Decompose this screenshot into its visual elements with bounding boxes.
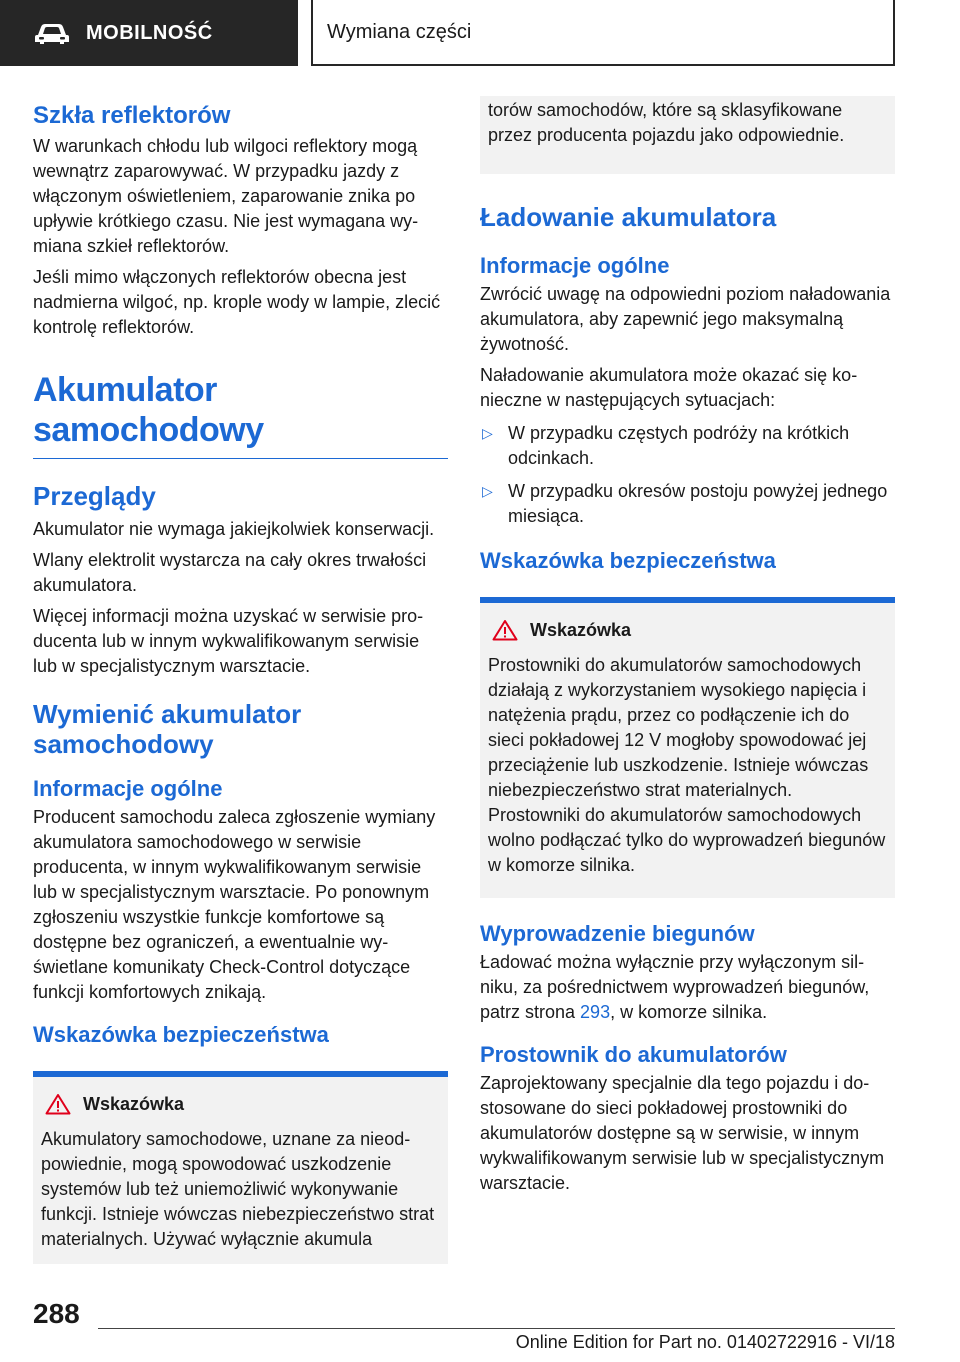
inspections-heading: Przeglądy — [33, 481, 156, 511]
charging-heading: Ładowanie akumulatora — [480, 202, 777, 232]
warning-header — [488, 619, 887, 641]
page-header — [0, 0, 960, 66]
inspections-paragraph-2: Wlany elektrolit wystarcza na cały okres trwałości akumulatora. — [33, 550, 427, 595]
chapter-tab[interactable] — [0, 0, 298, 66]
list-item — [480, 479, 895, 529]
right-column — [480, 100, 895, 1202]
warning-triangle-icon — [45, 1093, 71, 1115]
charging-paragraph-2: Naładowanie akumulatora może okazać się konieczne w następujących sytuacjach: — [480, 365, 858, 410]
warning-header — [41, 1093, 440, 1115]
inspections-paragraph-1: Akumulator nie wymaga jakiejkolwiek konserwacji. — [33, 519, 435, 539]
inspections-paragraph-3: Więcej informacji można uzyskać w serwisie producenta lub w innym wykwalifikowanym serwisie lub w specjalistycznym warsztacie. — [33, 606, 424, 676]
headlamp-paragraph-2: Jeśli mimo włączonych reflektorów obecna jest nadmierna wilgoć, np. krople wody w lampie, zlecić kontrolę reflektorów. — [33, 267, 441, 337]
safety-heading: Wskazówka bezpieczeństwa — [480, 548, 776, 573]
footer-divider — [98, 1328, 895, 1329]
warning-text-continued: torów samochodów, które są sklasyfikowane przez producenta pojazdu jako odpowiednie. — [488, 100, 845, 145]
list-item-text: W przypadku częstych podróży na krótkich odcinkach. — [508, 423, 850, 468]
headlamp-heading: Szkła reflektorów — [33, 102, 231, 129]
jump-start-text-end: , w komorze silnika. — [610, 1002, 768, 1022]
general-info-heading: Informacje ogólne — [33, 776, 223, 801]
chapter-title: MOBILNOŚĆ — [86, 21, 213, 44]
section-header — [311, 0, 895, 66]
warning-box — [33, 1071, 448, 1264]
battery-chapter-heading: Akumulator samochodowy — [33, 370, 448, 459]
warning-text: Akumulatory samochodowe, uznane za nieodpowiednie, mogą spowodować uszkodzenie systemów lub też uniemożliwić wykonywanie funkcji. Istnieje wówczas niebezpieczeństwo strat materialnych. Używać wyłącznie akumula — [41, 1129, 435, 1249]
charging-general-heading: Informacje ogólne — [480, 253, 670, 278]
warning-box-continued — [480, 96, 895, 174]
safety-heading: Wskazówka bezpieczeństwa — [33, 1022, 329, 1047]
triangle-bullet-icon: ▷ — [482, 483, 493, 499]
warning-label: Wskazówka — [530, 619, 632, 640]
general-info-paragraph: Producent samochodu zaleca zgłoszenie wymiany akumulatora samochodowego w serwisie producenta, w innym wykwalifikowanym serwisie lub w specjalistycznym warsztacie. Po ponownym zgłoszeniu wszystkie funkcje komfortowe są dostępne bez ograniczeń, a ewentualnie wyświetlane komunikaty Check-Control dotyczące funkcji komfortowych znikają. — [33, 807, 436, 1002]
car-icon — [34, 21, 70, 45]
warning-triangle-icon — [492, 619, 518, 641]
list-item — [480, 421, 895, 471]
edition-info: Online Edition for Part no. 01402722916 - VI/18 — [515, 1332, 895, 1352]
triangle-bullet-icon: ▷ — [482, 425, 493, 441]
charger-heading: Prostownik do akumulatorów — [480, 1042, 787, 1067]
section-title: Wymiana części — [327, 20, 472, 43]
warning-box — [480, 597, 895, 898]
page-link[interactable]: 293 — [580, 1002, 611, 1022]
headlamp-paragraph-1: W warunkach chłodu lub wilgoci reflektory mogą wewnątrz zaparowywać. W przypadku jazdy z włączonym oświetleniem, zaparowanie znika po upływie krótkiego czasu. Nie jest wymagana wymiana szkieł reflektorów. — [33, 136, 419, 256]
jump-start-text: Ładować można wyłącznie przy wyłączonym silniku, za pośrednictwem wyprowadzeń biegunów, patrz strona — [480, 952, 870, 1022]
charger-paragraph: Zaprojektowany specjalnie dla tego pojazdu i dostosowane do sieci pokładowej prostowniki do akumulatorów dostępne są w serwisie, w innym wykwalifikowanym serwisie lub w specjalistycznym warsztacie. — [480, 1073, 885, 1193]
jump-start-paragraph — [480, 950, 895, 1025]
warning-text: Prostowniki do akumulatorów samochodowych działają z wykorzystaniem wysokiego napięcia i natężenia prądu, przez co podłączenie ich do sieci pokładowej 12 V mogłoby spowodować jej przeciążenie lub uszkodzenie. Istnieje wówczas niebezpieczeństwo strat materialnych. Prostowniki do akumulatorów samochodowych wolno podłączać tylko do wyprowadzeń biegunów w komorze silnika. — [488, 655, 886, 875]
replace-battery-heading: Wymienić akumulator samochodowy — [33, 699, 302, 759]
warning-label: Wskazówka — [83, 1093, 185, 1114]
left-column — [33, 100, 448, 1264]
charging-paragraph-1: Zwrócić uwagę na odpowiedni poziom naładowania akumulatora, aby zapewnić jego maksymalną żywotność. — [480, 284, 891, 354]
page-number: 288 — [33, 1298, 80, 1329]
list-item-text: W przypadku okresów postoju powyżej jednego miesiąca. — [508, 481, 888, 526]
jump-start-heading: Wyprowadzenie biegunów — [480, 921, 755, 946]
